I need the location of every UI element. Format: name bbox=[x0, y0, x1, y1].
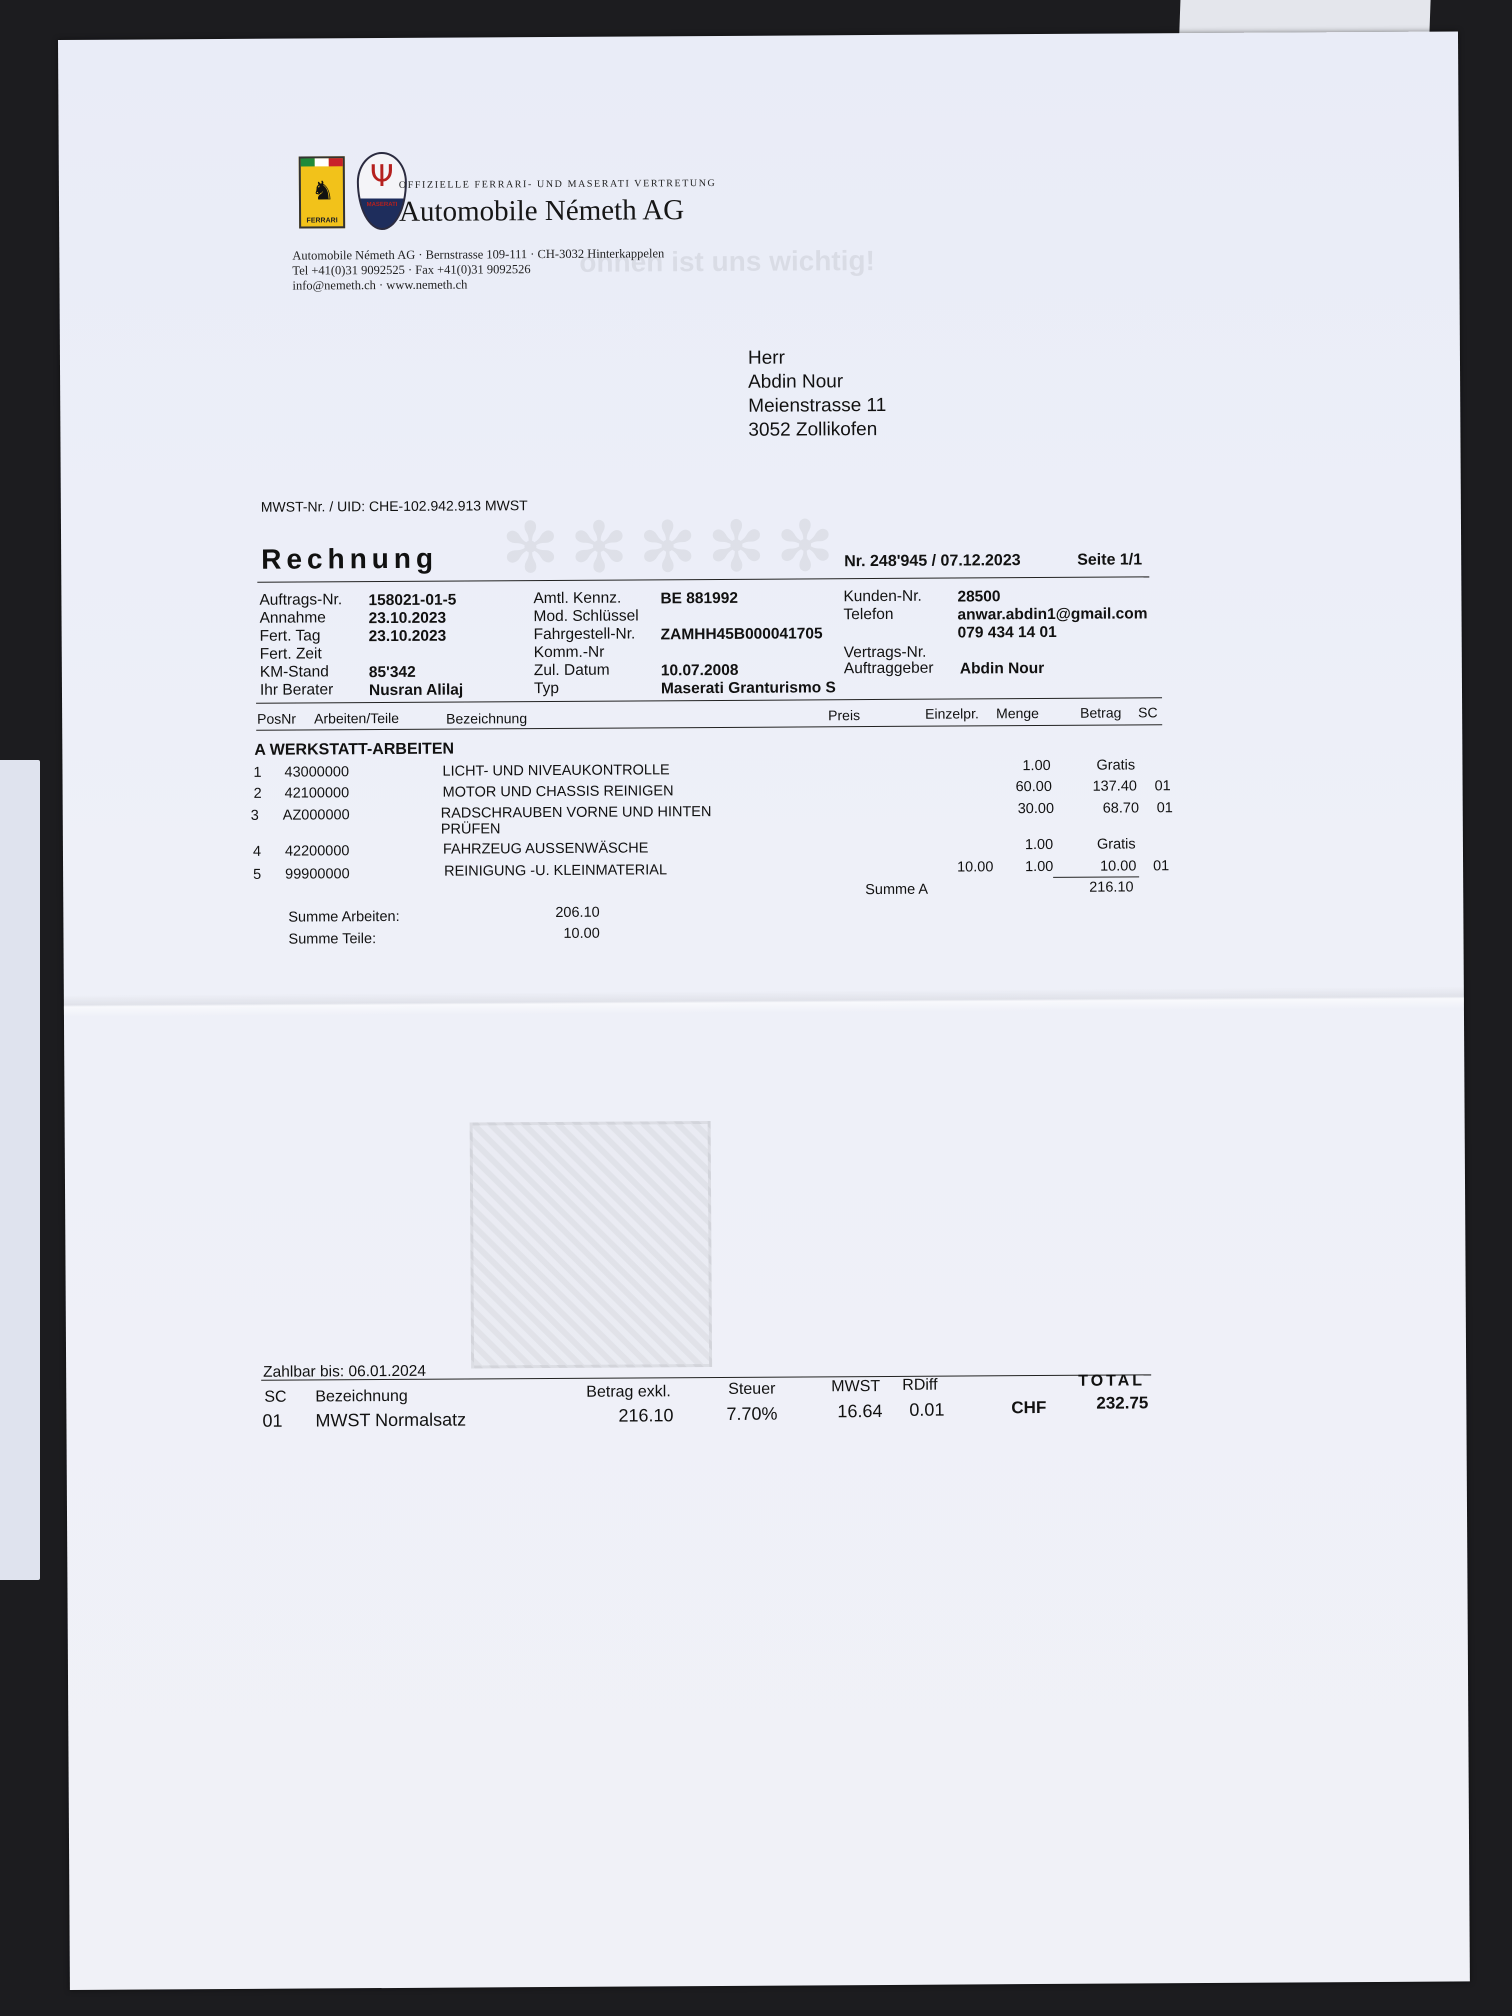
col-preis: Preis bbox=[828, 707, 861, 724]
invoice-number-date: Nr. 248'945 / 07.12.2023 bbox=[844, 552, 1021, 571]
row-menge: 1.00 bbox=[1022, 757, 1051, 775]
tax-col-rdiff: RDiff bbox=[902, 1376, 938, 1394]
ferrari-logo-word: FERRARI bbox=[306, 217, 338, 225]
dealer-address: Automobile Németh AG · Bernstrasse 109-111 · CH-3032 Hinterkappelen bbox=[292, 246, 665, 263]
value-berater: Nusran Alilaj bbox=[368, 681, 464, 700]
dealer-web: info@nemeth.ch · www.nemeth.ch bbox=[292, 277, 468, 293]
summe-arbeiten-value: 206.10 bbox=[555, 904, 600, 921]
row-menge: 60.00 bbox=[1015, 778, 1052, 796]
dealer-phone: Tel +41(0)31 9092525 · Fax +41(0)31 9092526 bbox=[292, 262, 531, 278]
row-desc-cont: PRÜFEN bbox=[440, 821, 501, 838]
row-pos: 2 bbox=[253, 785, 262, 802]
tax-col-steuer: Steuer bbox=[728, 1380, 776, 1398]
label-zul-datum: Zul. Datum bbox=[533, 661, 610, 680]
label-komm-nr: Komm.-Nr bbox=[533, 643, 605, 662]
row-code: 42100000 bbox=[284, 785, 350, 802]
tax-row-rdiff: 0.01 bbox=[909, 1399, 945, 1420]
row-sc: 01 bbox=[1156, 800, 1173, 817]
col-arbeiten: Arbeiten/Teile bbox=[314, 709, 400, 727]
background-side-sheet bbox=[0, 760, 40, 1580]
row-pos: 1 bbox=[253, 764, 262, 781]
row-pos: 4 bbox=[252, 843, 262, 860]
value-annahme: 23.10.2023 bbox=[368, 609, 447, 628]
label-vertrags-nr: Vertrags-Nr. bbox=[843, 643, 927, 662]
invoice-sheet bbox=[58, 31, 1470, 1990]
recipient-salutation: Herr bbox=[747, 347, 785, 369]
section-title: A WERKSTATT-ARBEITEN bbox=[254, 740, 455, 759]
label-berater: Ihr Berater bbox=[259, 681, 334, 699]
row-code: 99900000 bbox=[285, 866, 350, 883]
row-pos: 5 bbox=[253, 866, 262, 883]
tax-row-steuer: 7.70% bbox=[726, 1403, 778, 1424]
value-typ: Maserati Granturismo S bbox=[660, 679, 836, 698]
dealer-name: Automobile Németh AG bbox=[398, 194, 685, 228]
row-desc: MOTOR UND CHASSIS REINIGEN bbox=[442, 783, 674, 801]
label-fert-zeit: Fert. Zeit bbox=[259, 645, 322, 663]
recipient-city: 3052 Zollikofen bbox=[748, 419, 878, 441]
tax-row-mwst: 16.64 bbox=[837, 1400, 883, 1422]
label-km-stand: KM-Stand bbox=[259, 663, 329, 681]
col-einzelpr: Einzelpr. bbox=[925, 705, 979, 722]
label-mod-schluessel: Mod. Schlüssel bbox=[533, 607, 639, 626]
row-betrag: 137.40 bbox=[1092, 778, 1137, 795]
ghost-stars: ✻✻✻✻✻ bbox=[500, 507, 845, 588]
tax-col-mwst: MWST bbox=[831, 1378, 881, 1396]
tax-col-bezeichnung: Bezeichnung bbox=[315, 1387, 408, 1406]
col-sc: SC bbox=[1138, 704, 1158, 721]
label-telefon: Telefon bbox=[843, 605, 894, 624]
row-code: 42200000 bbox=[284, 843, 350, 860]
col-menge: Menge bbox=[996, 705, 1039, 722]
ghost-qr-code bbox=[470, 1121, 712, 1368]
tax-row-bezeichnung: MWST Normalsatz bbox=[315, 1409, 467, 1431]
col-posnr: PosNr bbox=[257, 710, 297, 727]
invoice-page: Seite 1/1 bbox=[1077, 551, 1143, 569]
row-sc: 01 bbox=[1154, 778, 1171, 795]
label-auftrags-nr: Auftrags-Nr. bbox=[259, 591, 343, 609]
label-amtl-kennz: Amtl. Kennz. bbox=[533, 589, 622, 608]
value-km-stand: 85'342 bbox=[368, 663, 416, 682]
summe-teile-value: 10.00 bbox=[563, 925, 600, 942]
row-sc: 01 bbox=[1153, 858, 1170, 875]
col-bezeichnung: Bezeichnung bbox=[446, 710, 528, 727]
row-menge: 1.00 bbox=[1024, 836, 1054, 854]
tax-col-sc: SC bbox=[264, 1388, 287, 1406]
row-betrag: Gratis bbox=[1096, 757, 1136, 774]
recipient-name: Abdin Nour bbox=[748, 371, 844, 393]
label-kunden-nr: Kunden-Nr. bbox=[843, 587, 922, 606]
value-fahrgestell-nr: ZAMHH45B000041705 bbox=[660, 625, 823, 644]
prancing-horse-icon: ♞ bbox=[311, 176, 335, 207]
recipient-street: Meienstrasse 11 bbox=[748, 394, 887, 417]
ferrari-logo bbox=[299, 156, 345, 228]
label-fert-tag: Fert. Tag bbox=[259, 627, 321, 645]
label-auftraggeber: Auftraggeber bbox=[843, 659, 934, 678]
tax-row-betrag: 216.10 bbox=[618, 1405, 674, 1426]
dealer-tagline: OFFIZIELLE FERRARI- UND MASERATI VERTRETUNG bbox=[398, 177, 717, 191]
paper-fold bbox=[64, 986, 1464, 1017]
summe-arbeiten-label: Summe Arbeiten: bbox=[288, 908, 400, 926]
row-code: 43000000 bbox=[284, 764, 350, 781]
tax-row-total: 232.75 bbox=[1096, 1393, 1149, 1413]
row-einzelpr: 10.00 bbox=[957, 859, 994, 876]
value-telefon: 079 434 14 01 bbox=[957, 623, 1057, 642]
value-fert-tag: 23.10.2023 bbox=[368, 627, 447, 646]
row-betrag: 10.00 bbox=[1100, 858, 1137, 875]
payment-due: Zahlbar bis: 06.01.2024 bbox=[263, 1362, 427, 1381]
row-pos: 3 bbox=[250, 807, 259, 824]
row-betrag: Gratis bbox=[1096, 836, 1136, 853]
tax-col-total: TOTAL bbox=[1078, 1372, 1146, 1390]
col-betrag: Betrag bbox=[1080, 704, 1122, 721]
trident-icon: Ψ bbox=[369, 158, 394, 195]
value-email: anwar.abdin1@gmail.com bbox=[957, 605, 1148, 624]
vat-id: MWST-Nr. / UID: CHE-102.942.913 MWST bbox=[260, 497, 528, 515]
tax-row-currency: CHF bbox=[1011, 1397, 1047, 1418]
maserati-logo-word: MASERATI bbox=[366, 201, 398, 209]
tax-row-sc: 01 bbox=[262, 1410, 283, 1431]
summe-teile-label: Summe Teile: bbox=[288, 931, 377, 948]
label-fahrgestell-nr: Fahrgestell-Nr. bbox=[533, 625, 636, 644]
row-desc: FAHRZEUG AUSSENWÄSCHE bbox=[442, 840, 649, 858]
row-betrag: 68.70 bbox=[1102, 800, 1140, 817]
label-annahme: Annahme bbox=[259, 609, 326, 627]
value-zul-datum: 10.07.2008 bbox=[660, 661, 739, 680]
ghost-imprint: ohnen ist uns wichtig! bbox=[579, 245, 876, 278]
value-amtl-kennz: BE 881992 bbox=[660, 589, 739, 608]
row-desc: RADSCHRAUBEN VORNE UND HINTEN bbox=[440, 804, 712, 822]
row-code: AZ000000 bbox=[282, 807, 350, 824]
label-typ: Typ bbox=[533, 679, 560, 698]
value-kunden-nr: 28500 bbox=[957, 588, 1001, 606]
value-auftraggeber: Abdin Nour bbox=[959, 659, 1045, 678]
invoice-title: Rechnung bbox=[261, 542, 439, 575]
row-desc: REINIGUNG -U. KLEINMATERIAL bbox=[444, 862, 668, 880]
summe-a-value: 216.10 bbox=[1089, 879, 1134, 896]
value-auftrags-nr: 158021-01-5 bbox=[368, 591, 457, 610]
row-desc: LICHT- UND NIVEAUKONTROLLE bbox=[442, 762, 670, 780]
row-menge: 1.00 bbox=[1025, 858, 1054, 876]
summe-a-label: Summe A bbox=[865, 881, 929, 899]
row-menge: 30.00 bbox=[1017, 800, 1055, 818]
sum-underline bbox=[1053, 876, 1139, 878]
tax-col-betrag: Betrag exkl. bbox=[586, 1383, 671, 1401]
